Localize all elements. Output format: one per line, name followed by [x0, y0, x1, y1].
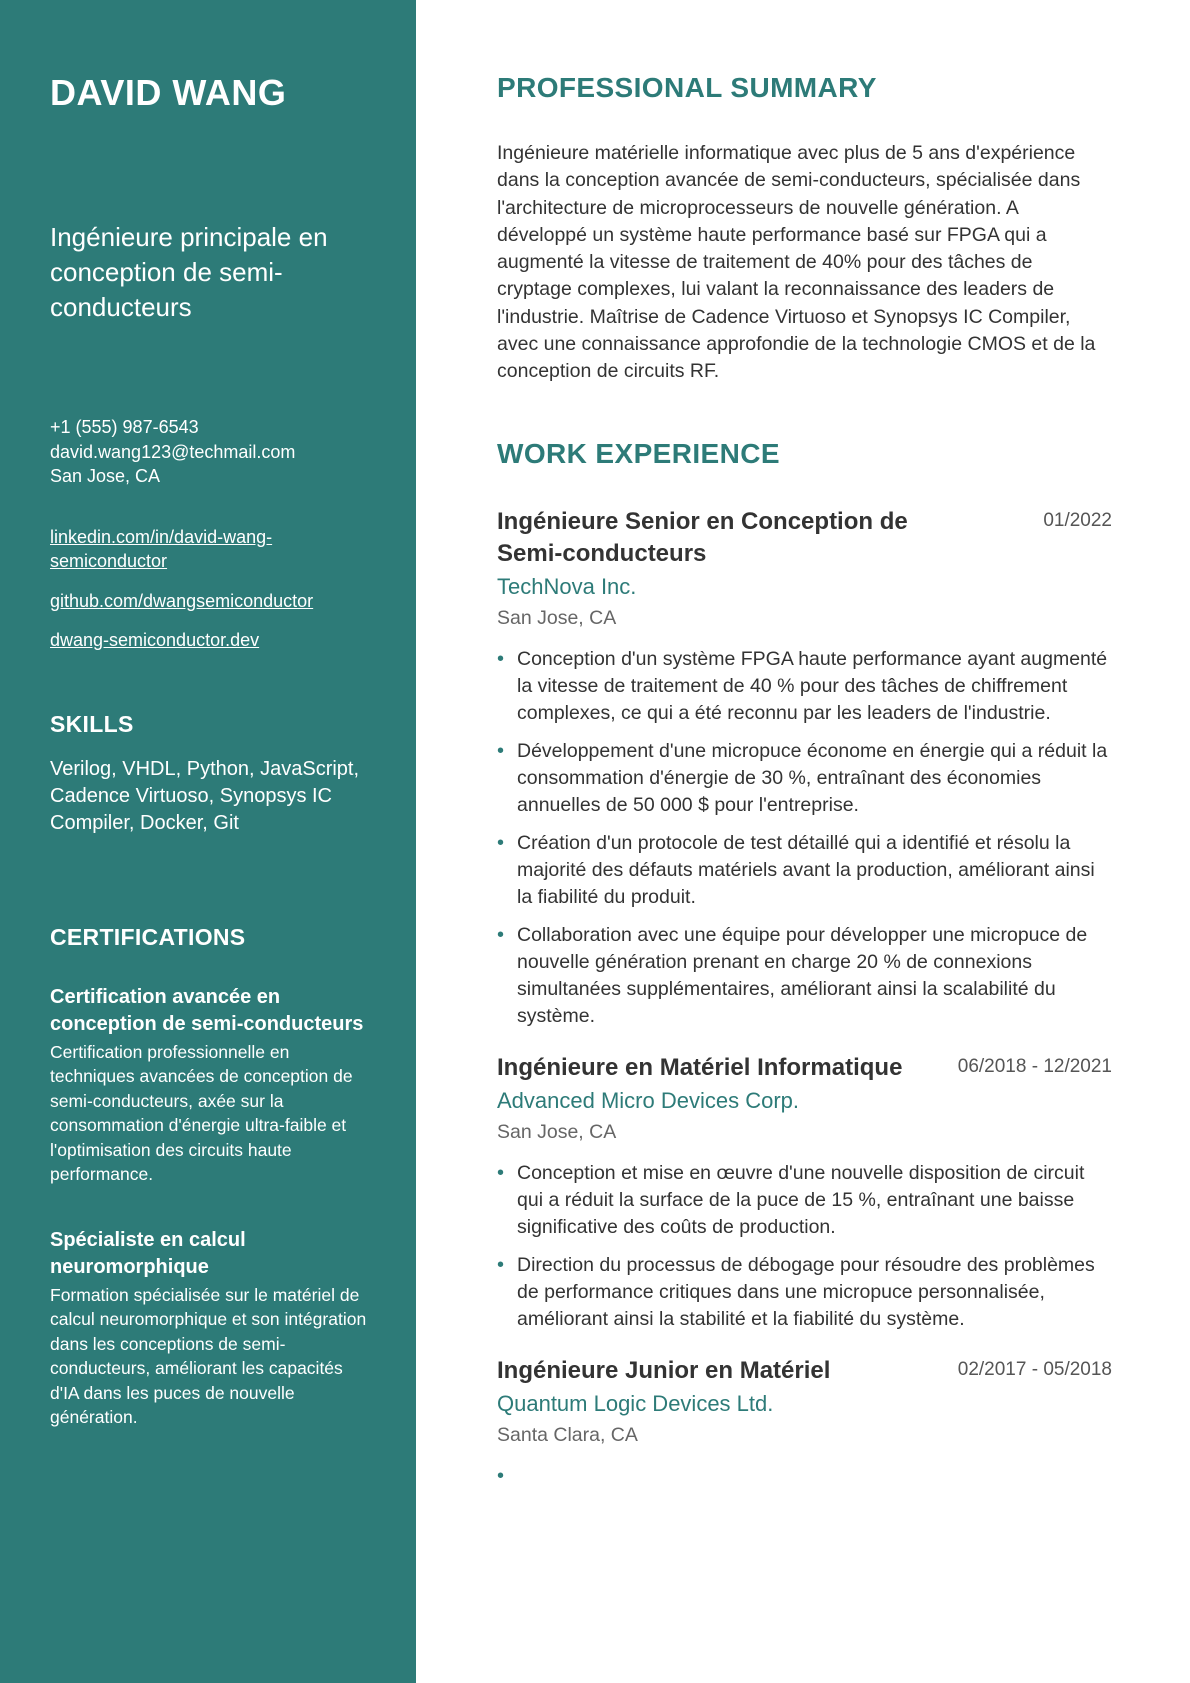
links-block: [50, 525, 368, 653]
work-heading: WORK EXPERIENCE: [497, 437, 780, 469]
certifications-list: [50, 984, 368, 1430]
contact-phone: +1 (555) 987-6543: [50, 417, 199, 437]
candidate-name: DAVID WANG: [50, 72, 287, 113]
job-title: Ingénieure Senior en Conception de Semi-conducteurs: [497, 507, 908, 567]
job-bullet: [497, 922, 1112, 1030]
job-dates: 06/2018 - 12/2021: [957, 1055, 1112, 1077]
contact-location: San Jose, CA: [50, 466, 161, 486]
bullet-dot-icon: •: [497, 1464, 505, 1487]
certification-item: [50, 1227, 368, 1430]
job-location: Santa Clara, CA: [497, 1423, 638, 1446]
certification-title: Spécialiste en calcul neuromorphique: [50, 1228, 246, 1278]
job-bullet: [497, 646, 1112, 727]
job-bullet-text: Création d'un protocole de test détaillé qui a identifié et résolu la majorité des défauts matériels avant la production, améliorant ainsi la fiabilité du produit.: [517, 831, 1095, 908]
job-bullet: [497, 1160, 1112, 1241]
job-location: San Jose, CA: [497, 1120, 617, 1143]
job-entry: [497, 506, 1112, 1030]
job-company: Quantum Logic Devices Ltd.: [497, 1390, 774, 1416]
sidebar: [0, 0, 416, 1683]
job-title: Ingénieure Junior en Matériel: [497, 1356, 831, 1384]
certification-description: Formation spécialisée sur le matériel de calcul neuromorphique et son intégration dans les conceptions de semi-conducteurs, améliorant les capacités d'IA dans les puces de nouvelle génération.: [50, 1284, 367, 1427]
job-bullet: [497, 830, 1112, 911]
certification-title: Certification avancée en conception de semi-conducteurs: [50, 985, 364, 1035]
linkedin-link[interactable]: linkedin.com/in/david-wang-semiconductor: [50, 526, 273, 571]
bullet-dot-icon: •: [497, 1253, 505, 1276]
job-bullet: [497, 1463, 1112, 1490]
job-header: [497, 506, 1112, 570]
job-bullet: [497, 738, 1112, 819]
job-entry: [497, 1355, 1112, 1490]
job-bullets: [497, 1160, 1112, 1333]
contact-block: [50, 415, 368, 489]
bullet-dot-icon: •: [497, 739, 505, 762]
contact-email: david.wang123@techmail.com: [50, 441, 296, 462]
job-company: TechNova Inc.: [497, 573, 637, 599]
job-bullet: [497, 1252, 1112, 1333]
bullet-dot-icon: •: [497, 923, 505, 946]
job-bullet-text: Développement d'une micropuce économe en énergie qui a réduit la consommation d'énergie de 30 %, entraînant des économies annuelles de 50 000 $ pour l'entreprise.: [517, 739, 1108, 816]
main-content: [416, 0, 1190, 1683]
job-bullet-text: Conception et mise en œuvre d'une nouvelle disposition de circuit qui a réduit la surface de la puce de 15 %, entraînant une baisse significative des coûts de production.: [517, 1161, 1085, 1238]
job-bullet-text: Conception d'un système FPGA haute performance ayant augmenté la vitesse de traitement de 40 % pour des tâches de chiffrement complexes, ce qui a été reconnu par les leaders de l'industrie.: [517, 647, 1108, 724]
job-title: Ingénieure en Matériel Informatique: [497, 1053, 903, 1081]
job-header: [497, 1355, 1112, 1387]
job-bullets: [497, 646, 1112, 1030]
candidate-headline: Ingénieure principale en conception de semi-conducteurs: [50, 222, 328, 322]
certification-description: Certification professionnelle en techniques avancées de conception de semi-conducteurs, axée sur la consommation d'énergie ultra-faible et l'optimisation des circuits haute performance.: [50, 1041, 353, 1184]
job-company: Advanced Micro Devices Corp.: [497, 1087, 800, 1113]
job-bullets: [497, 1463, 1112, 1490]
job-bullet-text: Direction du processus de débogage pour résoudre des problèmes de performance critiques dans une micropuce personnalisée, améliorant ainsi la stabilité et la fiabilité du système.: [517, 1253, 1095, 1330]
job-entry: [497, 1052, 1112, 1333]
bullet-dot-icon: •: [497, 831, 505, 854]
job-dates: 01/2022: [1043, 509, 1112, 531]
website-link[interactable]: dwang-semiconductor.dev: [50, 630, 260, 650]
bullet-dot-icon: •: [497, 647, 505, 670]
summary-heading: PROFESSIONAL SUMMARY: [497, 72, 877, 103]
job-dates: 02/2017 - 05/2018: [957, 1358, 1112, 1380]
certification-item: [50, 984, 368, 1187]
skills-heading: SKILLS: [50, 710, 134, 737]
certifications-heading: CERTIFICATIONS: [50, 923, 246, 950]
bullet-dot-icon: •: [497, 1161, 505, 1184]
summary-text: Ingénieure matérielle informatique avec plus de 5 ans d'expérience dans la conception avancée de semi-conducteurs, spécialisée dans l'architecture de microprocesseurs de nouvelle génération. A développé un système haute performance basé sur FPGA qui a augmenté la vitesse de traitement de 40% pour des tâches de cryptage complexes, lui valant la reconnaissance des leaders de l'industrie. Maîtrise de Cadence Virtuoso et Synopsys IC Compiler, avec une connaissance approfondie de la technologie CMOS et de la conception de circuits RF.: [497, 142, 1096, 383]
job-location: San Jose, CA: [497, 606, 617, 629]
skills-list: Verilog, VHDL, Python, JavaScript, Cadence Virtuoso, Synopsys IC Compiler, Docker, Git: [50, 757, 360, 834]
github-link[interactable]: github.com/dwangsemiconductor: [50, 590, 314, 611]
job-bullet-text: Collaboration avec une équipe pour développer une micropuce de nouvelle génération prenant en charge 20 % de connexions simultanées supplémentaires, améliorant ainsi la scalabilité du système.: [517, 923, 1088, 1027]
job-header: [497, 1052, 1112, 1084]
